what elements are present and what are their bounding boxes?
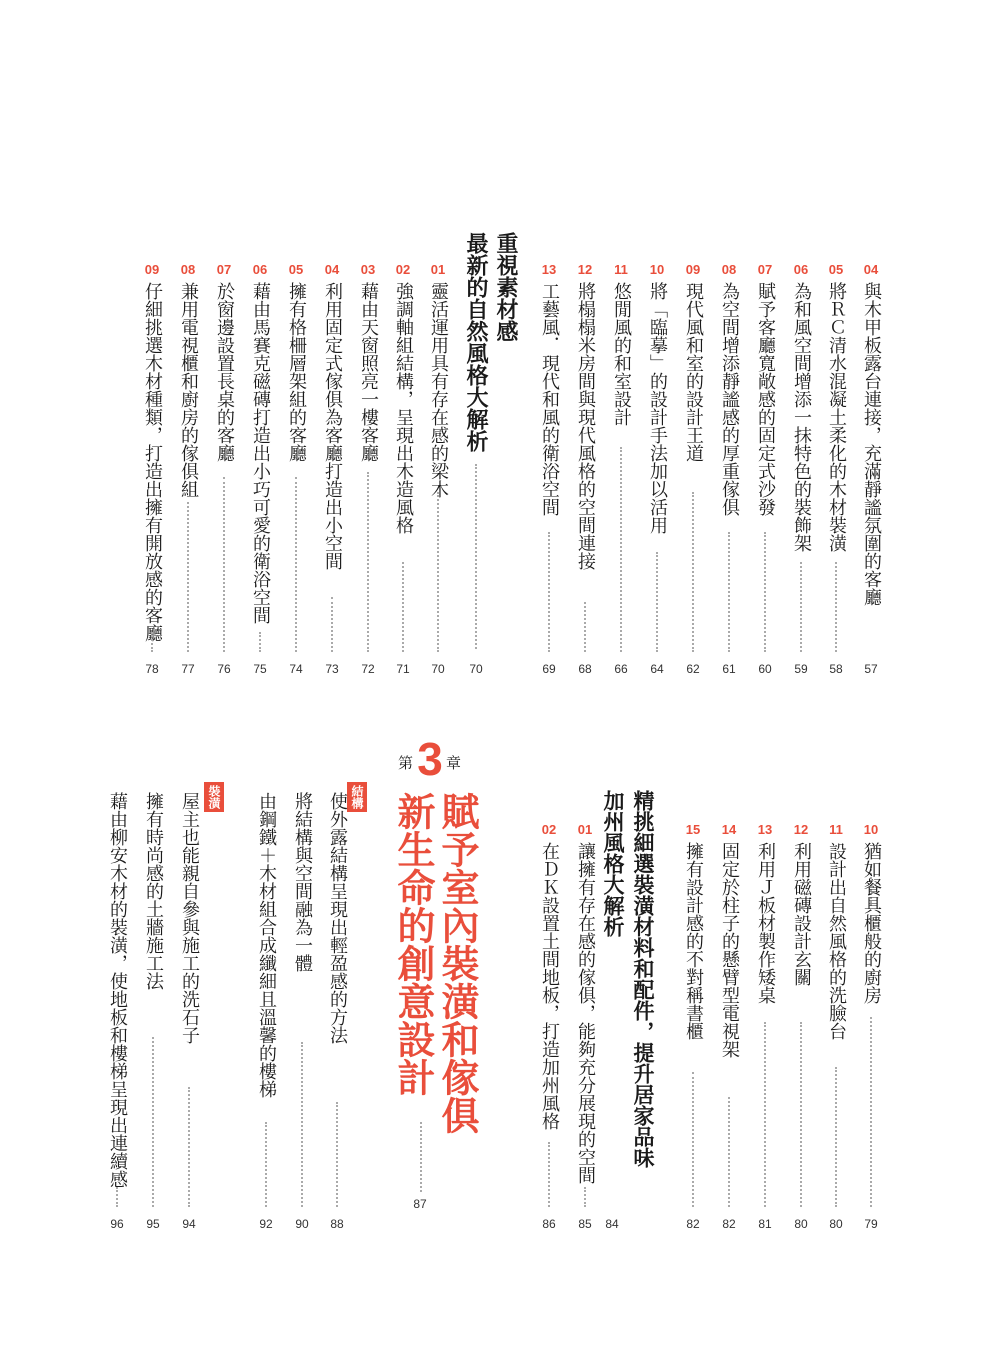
entry-number: 12 (793, 822, 809, 837)
entry-number: 12 (577, 262, 593, 277)
entry-number: 07 (216, 262, 232, 277)
page-number: 78 (145, 662, 159, 676)
page-number: 80 (829, 1217, 843, 1231)
toc-entry[interactable] (537, 262, 561, 682)
entry-title: 為空間增添靜謐感的厚重傢俱 (719, 282, 740, 516)
page-number: 90 (295, 1217, 309, 1231)
page-number: 80 (794, 1217, 808, 1231)
entry-number: 09 (685, 262, 701, 277)
toc-entry[interactable] (284, 262, 308, 682)
page-number: 75 (253, 662, 267, 676)
section-heading[interactable] (462, 232, 518, 682)
dot-leader (295, 477, 297, 652)
entry-title: 現代風和室的設計王道 (683, 282, 704, 462)
dot-leader (764, 1022, 766, 1207)
page-number: 69 (542, 662, 556, 676)
page-number: 62 (686, 662, 700, 676)
toc-entry[interactable] (105, 792, 129, 1237)
entry-number: 05 (288, 262, 304, 277)
dot-leader (728, 532, 730, 652)
dot-leader (870, 1017, 872, 1207)
toc-entry[interactable] (212, 262, 236, 682)
toc-entry[interactable] (789, 822, 813, 1237)
page-number: 79 (864, 1217, 878, 1231)
page-number: 71 (396, 662, 410, 676)
dot-leader (475, 464, 477, 649)
dot-leader (728, 1097, 730, 1207)
toc-entry[interactable] (859, 262, 883, 682)
toc-entry[interactable] (176, 262, 200, 682)
dot-leader (835, 562, 837, 652)
entry-number: 02 (395, 262, 411, 277)
page-number: 74 (289, 662, 303, 676)
entry-title: 藉由天窗照亮一樓客廳 (358, 282, 379, 462)
toc-entry[interactable] (290, 792, 314, 1237)
toc-entry[interactable] (254, 792, 278, 1237)
entry-title: 兼用電視櫃和廚房的傢俱組 (178, 282, 199, 498)
chapter-prefix: 第 (398, 754, 414, 772)
dot-leader (800, 1022, 802, 1207)
dot-leader (835, 1067, 837, 1207)
page-number: 95 (146, 1217, 160, 1231)
entry-title: 強調軸組結構，呈現出木造風格 (393, 282, 414, 534)
entry-title: 為和風空間增添一抹特色的裝飾架 (791, 282, 812, 552)
toc-entry[interactable] (645, 262, 669, 682)
entry-number: 06 (793, 262, 809, 277)
toc-entry[interactable] (325, 792, 349, 1237)
dot-leader (584, 602, 586, 652)
dot-leader (656, 552, 658, 652)
entry-number: 14 (721, 822, 737, 837)
entry-number: 01 (577, 822, 593, 837)
entry-title: 工藝風．現代和風的衛浴空間 (539, 282, 560, 516)
dot-leader (187, 502, 189, 652)
page-number: 60 (758, 662, 772, 676)
section-heading-line2: 最新的自然風格大解析 (463, 232, 488, 452)
toc-entry[interactable] (391, 262, 415, 682)
page-number: 88 (330, 1217, 344, 1231)
entry-number: 09 (144, 262, 160, 277)
toc-entry[interactable] (717, 822, 741, 1237)
page-number: 82 (686, 1217, 700, 1231)
entry-number: 13 (541, 262, 557, 277)
dot-leader (420, 1122, 422, 1192)
dot-leader (188, 1087, 190, 1207)
toc-entry[interactable] (717, 262, 741, 682)
dot-leader (116, 1187, 118, 1207)
toc-entry[interactable] (681, 822, 705, 1237)
entry-number: 11 (614, 262, 628, 277)
category-tag-decoration: 裝潢 (204, 782, 224, 812)
category-tag-structure: 結構 (347, 782, 367, 812)
entry-title: 藉由馬賽克磁磚打造出小巧可愛的衛浴空間 (250, 282, 271, 624)
entry-number: 04 (324, 262, 340, 277)
toc-entry[interactable] (248, 262, 272, 682)
dot-leader (265, 1122, 267, 1207)
entry-title: 擁有設計感的不對稱書櫃 (683, 842, 704, 1040)
entry-title: 與木甲板露台連接，充滿靜謐氛圍的客廳 (861, 282, 882, 606)
entry-title: 將ＲＣ清水混凝土柔化的木材裝潢 (826, 282, 847, 552)
page-number: 77 (181, 662, 195, 676)
page-number: 94 (182, 1217, 196, 1231)
entry-title: 設計出自然風格的洗臉台 (826, 842, 847, 1040)
entry-title: 屋主也能親自參與施工的洗石子 (179, 792, 200, 1044)
entry-title: 在ＤＫ設置土間地板，打造加州風格 (539, 842, 560, 1130)
dot-leader (692, 492, 694, 652)
entry-title: 固定於柱子的懸臂型電視架 (719, 842, 740, 1058)
chapter-number: 3 (417, 733, 443, 785)
section-heading-line1: 重視素材感 (493, 232, 518, 342)
entry-title: 擁有格柵層架組的客廳 (286, 282, 307, 462)
dot-leader (402, 562, 404, 652)
entry-title: 悠閒風的和室設計 (611, 282, 632, 426)
entry-number: 10 (863, 822, 879, 837)
toc-entry[interactable] (141, 792, 165, 1237)
entry-title: 讓擁有存在感的傢俱，能夠充分展現的空間 (575, 842, 596, 1184)
chapter-title[interactable] (392, 792, 478, 1237)
page-number: 86 (542, 1217, 556, 1231)
section-heading-line1: 精挑細選裝潢材料和配件，提升居家品味 (631, 790, 655, 1168)
page-number: 92 (259, 1217, 273, 1231)
page-number: 72 (361, 662, 375, 676)
dot-leader (223, 477, 225, 652)
entry-number: 02 (541, 822, 557, 837)
toc-entry[interactable] (177, 792, 201, 1237)
entry-number: 05 (828, 262, 844, 277)
toc-entry[interactable] (573, 822, 597, 1237)
entry-number: 06 (252, 262, 268, 277)
page-number: 59 (794, 662, 808, 676)
toc-entry[interactable] (537, 822, 561, 1237)
page-number: 58 (829, 662, 843, 676)
page-number: 81 (758, 1217, 772, 1231)
dot-leader (692, 1072, 694, 1207)
dot-leader (800, 562, 802, 652)
toc-entry[interactable] (140, 262, 164, 682)
entry-number: 08 (180, 262, 196, 277)
entry-title: 靈活運用具有存在感的梁木 (428, 282, 449, 498)
entry-number: 01 (430, 262, 446, 277)
entry-number: 07 (757, 262, 773, 277)
chapter-title-line1: 賦予室內裝潢和傢俱 (435, 792, 479, 1134)
entry-title: 於窗邊設置長桌的客廳 (214, 282, 235, 462)
toc-entry[interactable] (320, 262, 344, 682)
dot-leader (367, 472, 369, 652)
dot-leader (152, 1037, 154, 1207)
page-number: 84 (605, 1217, 619, 1231)
page-number: 70 (469, 662, 483, 676)
section-heading-line2: 加州風格大解析 (601, 790, 625, 937)
page-number: 61 (722, 662, 736, 676)
dot-leader (437, 492, 439, 652)
toc-entry[interactable] (753, 262, 777, 682)
dot-leader (331, 597, 333, 652)
entry-title: 藉由柳安木材的裝潢，使地板和樓梯呈現出連續感 (107, 792, 128, 1188)
entry-number: 08 (721, 262, 737, 277)
entry-number: 03 (360, 262, 376, 277)
entry-title: 仔細挑選木材種類，打造出擁有開放感的客廳 (142, 282, 163, 642)
entry-title: 利用固定式傢俱為客廳打造出小空間 (322, 282, 343, 570)
dot-leader (584, 1187, 586, 1207)
toc-entry[interactable] (573, 262, 597, 682)
page-number: 76 (217, 662, 231, 676)
entry-title: 猶如餐具櫃般的廚房 (861, 842, 882, 1004)
entry-title: 擁有時尚感的土牆施工法 (143, 792, 164, 990)
entry-title: 由鋼鐵＋木材組合成纖細且溫馨的樓梯 (256, 792, 277, 1098)
toc-entry[interactable] (859, 822, 883, 1237)
chapter-title-line2: 新生命的創意設計 (391, 792, 435, 1096)
toc-entry[interactable] (789, 262, 813, 682)
dot-leader (336, 1102, 338, 1207)
toc-entry[interactable] (681, 262, 705, 682)
page-number: 57 (864, 662, 878, 676)
entry-number: 04 (863, 262, 879, 277)
dot-leader (548, 1142, 550, 1207)
entry-title: 將結構與空間融為一體 (292, 792, 313, 972)
entry-title: 將「臨摹」的設計手法加以活用 (647, 282, 668, 534)
page-number: 64 (650, 662, 664, 676)
page-number: 66 (614, 662, 628, 676)
page-number: 73 (325, 662, 339, 676)
toc-entry[interactable] (356, 262, 380, 682)
entry-number: 10 (649, 262, 665, 277)
toc-entry[interactable] (824, 822, 848, 1237)
entry-number: 13 (757, 822, 773, 837)
dot-leader (301, 1042, 303, 1207)
entry-title: 賦予客廳寬敞感的固定式沙發 (755, 282, 776, 516)
entry-title: 將榻榻米房間與現代風格的空間連接 (575, 282, 596, 570)
entry-number: 11 (829, 822, 843, 837)
dot-leader (548, 532, 550, 652)
page-number: 82 (722, 1217, 736, 1231)
chapter-label (398, 733, 468, 785)
page-number: 96 (110, 1217, 124, 1231)
page-number: 68 (578, 662, 592, 676)
dot-leader (151, 632, 153, 652)
chapter-suffix: 章 (446, 754, 462, 772)
entry-number: 15 (685, 822, 701, 837)
entry-title: 使外露結構呈現出輕盈感的方法 (327, 792, 348, 1044)
page-number: 87 (413, 1197, 427, 1211)
entry-title: 利用Ｊ板材製作矮桌 (755, 842, 776, 1004)
toc-entry[interactable] (824, 262, 848, 682)
toc-entry[interactable] (753, 822, 777, 1237)
dot-leader (259, 632, 261, 652)
entry-title: 利用磁磚設計玄關 (791, 842, 812, 986)
section-heading[interactable] (600, 790, 658, 1237)
dot-leader (620, 447, 622, 652)
page-number: 85 (578, 1217, 592, 1231)
toc-entry[interactable] (609, 262, 633, 682)
page-number: 70 (431, 662, 445, 676)
dot-leader (764, 532, 766, 652)
toc-entry[interactable] (426, 262, 450, 682)
